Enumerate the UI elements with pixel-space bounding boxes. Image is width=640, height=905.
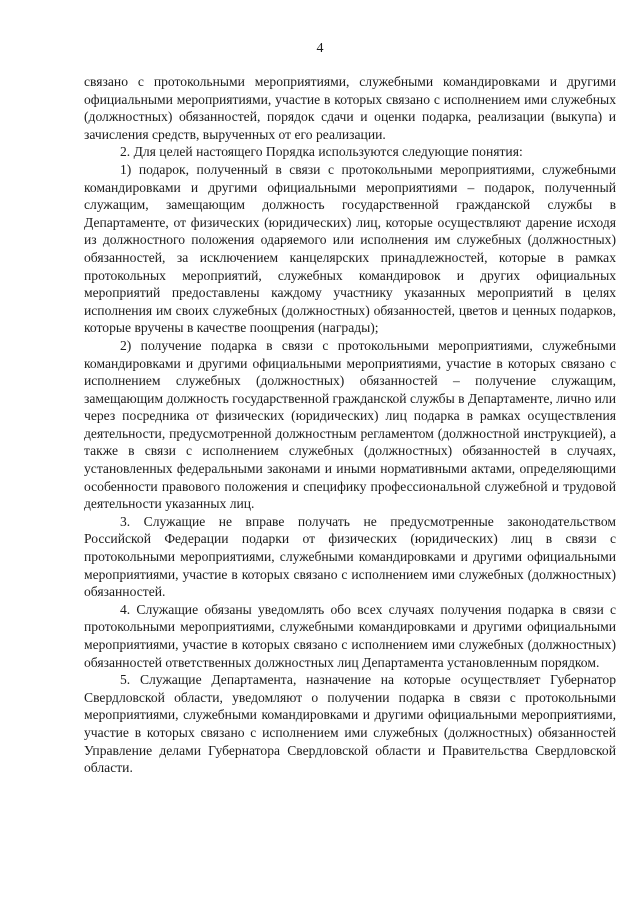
paragraph-continuation: связано с протокольными мероприятиями, служебными командировками и другими официальными мероприятиями, участие в которых связано с исполнением ими служебных (должностных) обязанностей, порядок сдачи и оценки подарка, реализации (выкупа) и зачисления средств, вырученных от его реализации. [84, 74, 616, 142]
paragraph-definition-gift: 1) подарок, полученный в связи с протокольными мероприятиями, служебными командировками и другими официальными мероприятиями – подарок, полученный служащим, замещающим должность государственной гражданской службы в Департаменте, от физических (юридических) лиц, которые осуществляют дарение исходя из должностного положения одаряемого или исполнения им служебных (должностных) обязанностей, за исключением канцелярских принадлежностей, которые в рамках протокольных мероприятий, служебных командировок и других официальных мероприятий предоставлены каждому участнику указанных мероприятий в целях исполнения им своих служебных (должностных) обязанностей, цветов и ценных подарков, которые вручены в качестве поощрения (награды); [84, 161, 616, 336]
page-number: 4 [316, 41, 324, 56]
paragraph-definitions-intro: 2. Для целей настоящего Порядка используются следующие понятия: [120, 144, 523, 160]
paragraph-definition-receipt: 2) получение подарка в связи с протокольными мероприятиями, служебными командировками и другими официальными мероприятиями, участие в которых связано с исполнением служебных (должностных) обязанностей – получение служащим, замещающим должность государственной гражданской службы в Департаменте, лично или через посредника от физических (юридических) лиц подарка в рамках осуществления деятельности, предусмотренной должностным регламентом (должностной инструкцией), а также в связи с исполнением служебных (должностных) обязанностей в случаях, установленных федеральными законами и иными нормативными актами, определяющими особенности правового положения и специфику профессиональной служебной и трудовой деятельности указанных лиц. [84, 337, 616, 512]
paragraph-clause-4: 4. Служащие обязаны уведомлять обо всех случаях получения подарка в связи с протокольными мероприятиями, служебными командировками и другими официальными мероприятиями, участие в которых связано с исполнением ими служебных (должностных) обязанностей ответственных должностных лиц Департамента установленным порядком. [84, 601, 616, 670]
paragraph-clause-3: 3. Служащие не вправе получать не предусмотренные законодательством Российской Федерации подарки от физических (юридических) лиц в связи с протокольными мероприятиями, служебными командировками и другими официальными мероприятиями, участие в которых связано с исполнением ими служебных (должностных) обязанностей. [84, 513, 616, 600]
paragraph-clause-5: 5. Служащие Департамента, назначение на которые осуществляет Губернатор Свердловской области, уведомляют о получении подарка в связи с протокольными мероприятиями, служебными командировками и другими официальными мероприятиями, участие в которых связано с исполнением ими служебных (должностных) обязанностей Управление делами Губернатора Свердловской области и Правительства Свердловской области. [84, 672, 616, 776]
document-body [84, 73, 616, 777]
